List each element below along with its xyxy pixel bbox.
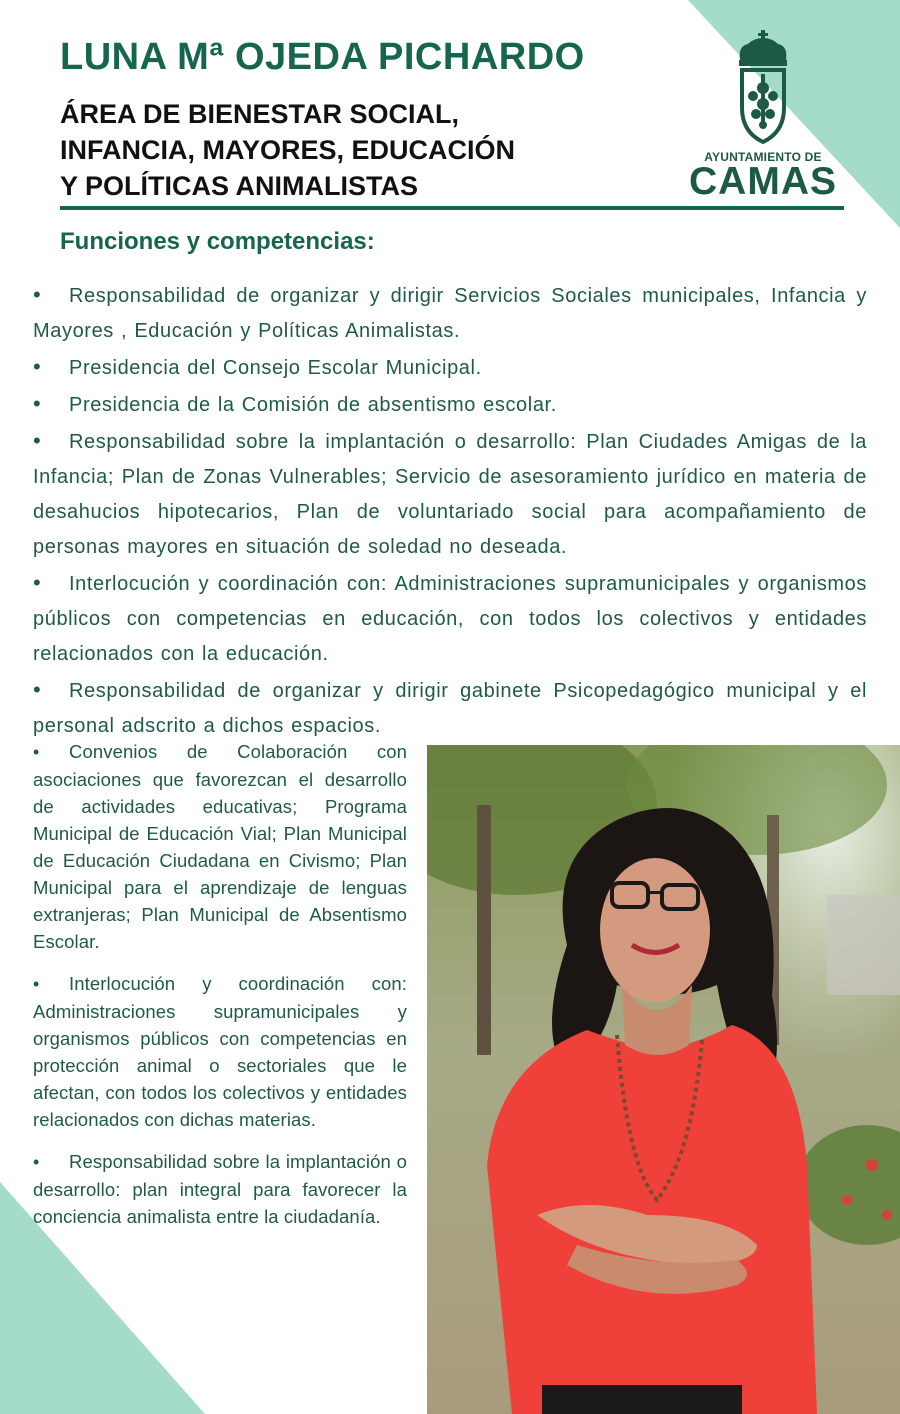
bullet-icon: • xyxy=(33,391,42,416)
area-title-line: Y POLÍTICAS ANIMALISTAS xyxy=(60,171,419,201)
list-item xyxy=(33,1148,407,1230)
section-heading: Funciones y competencias: xyxy=(60,228,375,255)
list-item-text: Presidencia del Consejo Escolar Municipal. xyxy=(69,357,482,379)
list-item-text: Responsabilidad sobre la implantación o desarrollo: Plan Ciudades Amigas de la Infancia; Plan de Zonas Vulnerables; Servicio de asesoramiento jurídico en materia de desahucios hipotecarios, Plan de voluntariado social para acompañamiento de personas mayores en situación de soledad no deseada. xyxy=(33,431,867,558)
person-name: LUNA Mª OJEDA PICHARDO xyxy=(60,36,585,78)
area-title-line: ÁREA DE BIENESTAR SOCIAL, xyxy=(60,99,460,129)
list-item-text: Interlocución y coordinación con: Administraciones supramunicipales y organismos públicos con competencias en protección animal o sectoriales que le afectan, con todos los colectivos y entidades relacionados con dichas materias. xyxy=(33,973,407,1130)
area-title xyxy=(60,96,527,204)
logo-subtitle: AYUNTAMIENTO DE xyxy=(704,150,822,164)
list-item xyxy=(33,970,407,1133)
bullet-icon: • xyxy=(33,354,42,379)
bullet-icon: • xyxy=(33,1152,40,1172)
area-title-line: INFANCIA, MAYORES, EDUCACIÓN xyxy=(60,135,516,165)
bullet-icon: • xyxy=(33,677,42,702)
list-item-text: Interlocución y coordinación con: Administraciones supramunicipales y organismos públicos con competencias en educación, con todos los colectivos y entidades relacionados con la educación. xyxy=(33,573,867,665)
list-item xyxy=(33,738,407,955)
list-item-text: Responsabilidad de organizar y dirigir gabinete Psicopedagógico municipal y el personal adscrito a dichos espacios. xyxy=(33,680,867,737)
functions-list-secondary xyxy=(33,738,407,1245)
coat-of-arms-icon xyxy=(734,30,792,145)
header-divider xyxy=(60,206,844,210)
logo-title: CAMAS xyxy=(689,160,837,203)
list-item xyxy=(33,672,867,744)
list-item xyxy=(33,423,867,565)
list-item-text: Convenios de Colaboración con asociaciones que favorezcan el desarrollo de actividades educativas; Programa Municipal de Educación Vial; Plan Municipal de Educación Ciudadana en Civismo; Plan Municipal para el aprendizaje de lenguas extranjeras; Plan Municipal de Absentismo Escolar. xyxy=(33,741,407,952)
ayuntamiento-logo xyxy=(682,30,844,205)
bullet-icon: • xyxy=(33,974,40,994)
list-item-text: Responsabilidad sobre la implantación o desarrollo: plan integral para favorecer la conciencia animalista entre la ciudadanía. xyxy=(33,1151,407,1227)
bullet-icon: • xyxy=(33,282,42,307)
functions-list xyxy=(33,277,867,744)
list-item xyxy=(33,277,867,349)
list-item xyxy=(33,386,867,423)
bullet-icon: • xyxy=(33,428,42,453)
portrait-photo xyxy=(427,745,900,1414)
bullet-icon: • xyxy=(33,570,42,595)
bullet-icon: • xyxy=(33,742,40,762)
list-item-text: Presidencia de la Comisión de absentismo escolar. xyxy=(69,394,557,416)
list-item xyxy=(33,349,867,386)
list-item xyxy=(33,565,867,672)
list-item-text: Responsabilidad de organizar y dirigir Servicios Sociales municipales, Infancia y Mayores , Educación y Políticas Animalistas. xyxy=(33,285,867,342)
